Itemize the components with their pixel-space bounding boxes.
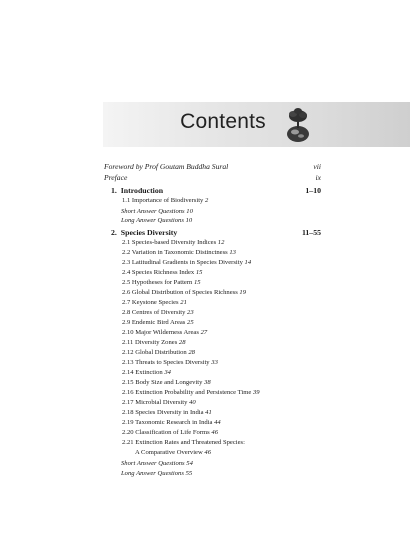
toc-section-2-16[interactable]	[122, 390, 260, 397]
section-number: 2.8	[122, 309, 131, 316]
section-title: Major Wilderness Areas	[135, 329, 199, 336]
section-title: Species Diversity in India	[135, 409, 204, 416]
section-page: 44	[214, 419, 221, 426]
page-title: Contents	[180, 110, 266, 133]
section-number: 2.2	[122, 249, 131, 256]
section-page: 28	[178, 339, 186, 346]
section-title: Body Size and Longevity	[135, 379, 203, 386]
toc-section-1-1[interactable]	[122, 198, 208, 205]
toc-section-2-10[interactable]	[122, 330, 207, 337]
section-title: Extinction Probability and Persistence Time	[135, 389, 252, 396]
globe-tree-icon	[281, 107, 315, 143]
section-number: 2.18	[122, 409, 134, 416]
section-number: 2.1	[122, 239, 131, 246]
question-page: 10	[186, 208, 193, 215]
section-page: 25	[187, 319, 194, 326]
toc-section-2-19[interactable]	[122, 420, 221, 427]
chapter-number: 1.	[111, 186, 117, 195]
toc-section-2-21[interactable]	[122, 440, 245, 447]
section-number: 1.1	[122, 197, 131, 204]
section-page: 27	[200, 329, 208, 336]
toc-section-2-7[interactable]	[122, 300, 187, 307]
section-page: 39	[252, 389, 260, 396]
question-label: Short Answer Questions	[121, 460, 185, 467]
toc-section-2-6[interactable]	[122, 290, 246, 297]
section-title: Species Richness Index	[131, 269, 195, 276]
section-page: 13	[229, 249, 236, 256]
section-number: 2.4	[122, 269, 131, 276]
question-label: Long Answer Questions	[121, 217, 184, 224]
toc-section-2-3[interactable]	[122, 260, 251, 267]
toc-foreword-page: vii	[313, 162, 321, 171]
section-number: 2.11	[122, 339, 134, 346]
section-page: 15	[195, 269, 203, 276]
section-title: Threats to Species Diversity	[135, 359, 210, 366]
chapter-number: 2.	[111, 228, 117, 237]
section-page: 15	[194, 279, 201, 286]
section-title: Global Distribution of Species Richness	[131, 289, 238, 296]
toc-chapter-2-range: 11–55	[301, 228, 321, 237]
section-number: 2.7	[122, 299, 131, 306]
section-number: 2.20	[122, 429, 134, 436]
toc-ch1-short-answer[interactable]	[121, 209, 193, 216]
toc-section-2-8[interactable]	[122, 310, 194, 317]
toc-section-2-17[interactable]	[122, 400, 196, 407]
section-title-continuation: A Comparative Overview	[135, 449, 203, 456]
section-page: 12	[217, 239, 225, 246]
section-number: 2.17	[122, 399, 134, 406]
section-page: 46	[204, 449, 211, 456]
section-page: 34	[164, 369, 171, 376]
toc-section-2-13[interactable]	[122, 360, 218, 367]
chapter-title: Introduction	[120, 186, 164, 195]
section-number: 2.10	[122, 329, 134, 336]
toc-section-2-5[interactable]	[122, 280, 201, 287]
section-title: Hypotheses for Pattern	[131, 279, 193, 286]
toc-chapter-1[interactable]	[111, 187, 163, 195]
section-title: Variation in Taxonomic Distinctness	[131, 249, 228, 256]
section-page: 19	[239, 289, 247, 296]
section-page: 2	[204, 197, 209, 204]
section-title: Diversity Zones	[134, 339, 178, 346]
section-page: 41	[205, 409, 212, 416]
question-page: 10	[185, 217, 193, 224]
toc-foreword[interactable]: Foreword by Prof Goutam Buddha Sural	[104, 162, 229, 171]
question-label: Short Answer Questions	[121, 208, 185, 215]
toc-section-2-20[interactable]	[122, 430, 218, 437]
section-number: 2.15	[122, 379, 134, 386]
section-page: 14	[244, 259, 252, 266]
section-title: Keystone Species	[131, 299, 179, 306]
section-title: Centres of Diversity	[131, 309, 186, 316]
question-page: 54	[186, 460, 193, 467]
toc-section-2-11[interactable]	[122, 340, 186, 347]
toc-section-2-21-continuation[interactable]	[135, 450, 211, 457]
toc-section-2-15[interactable]	[122, 380, 211, 387]
section-number: 2.9	[122, 319, 131, 326]
section-title: Microbial Diversity	[135, 399, 188, 406]
section-page: 23	[187, 309, 194, 316]
toc-section-2-2[interactable]	[122, 250, 236, 257]
section-page: 46	[211, 429, 218, 436]
section-title: Classification of Life Forms	[135, 429, 210, 436]
toc-section-2-1[interactable]	[122, 240, 224, 247]
section-page: 21	[180, 299, 187, 306]
toc-ch2-short-answer[interactable]	[121, 461, 193, 468]
section-number: 2.13	[122, 359, 134, 366]
chapter-title: Species Diversity	[120, 228, 178, 237]
section-number: 2.14	[122, 369, 134, 376]
section-title: Endemic Bird Areas	[131, 319, 186, 326]
section-title: Extinction	[135, 369, 163, 376]
section-title: Importance of Biodiversity	[131, 197, 204, 204]
toc-ch1-long-answer[interactable]	[121, 218, 192, 225]
toc-section-2-12[interactable]	[122, 350, 195, 357]
section-title: Extinction Rates and Threatened Species:	[135, 439, 245, 446]
section-title: Latitudinal Gradients in Species Diversity	[131, 259, 243, 266]
toc-ch2-long-answer[interactable]	[121, 471, 192, 478]
section-page: 28	[188, 349, 195, 356]
section-number: 2.6	[122, 289, 131, 296]
section-number: 2.16	[122, 389, 134, 396]
question-label: Long Answer Questions	[121, 470, 184, 477]
section-number: 2.19	[122, 419, 134, 426]
toc-section-2-4[interactable]	[122, 270, 202, 277]
toc-section-2-18[interactable]	[122, 410, 212, 417]
toc-preface-page: ix	[315, 173, 321, 182]
section-title: Global Distribution	[135, 349, 187, 356]
toc-section-2-9[interactable]	[122, 320, 194, 327]
section-page: 33	[211, 359, 218, 366]
section-page: 38	[204, 379, 211, 386]
toc-chapter-2[interactable]	[111, 229, 177, 237]
toc-preface[interactable]: Preface	[104, 173, 128, 182]
toc-section-2-14[interactable]	[122, 370, 171, 377]
toc-chapter-1-range: 1–10	[305, 186, 321, 195]
section-number: 2.5	[122, 279, 131, 286]
section-page: 40	[189, 399, 196, 406]
question-page: 55	[185, 470, 193, 477]
section-number: 2.12	[122, 349, 134, 356]
section-title: Species-based Diversity Indices	[131, 239, 217, 246]
section-title: Taxonomic Research in India	[135, 419, 213, 426]
section-number: 2.3	[122, 259, 131, 266]
section-number: 2.21	[122, 439, 134, 446]
